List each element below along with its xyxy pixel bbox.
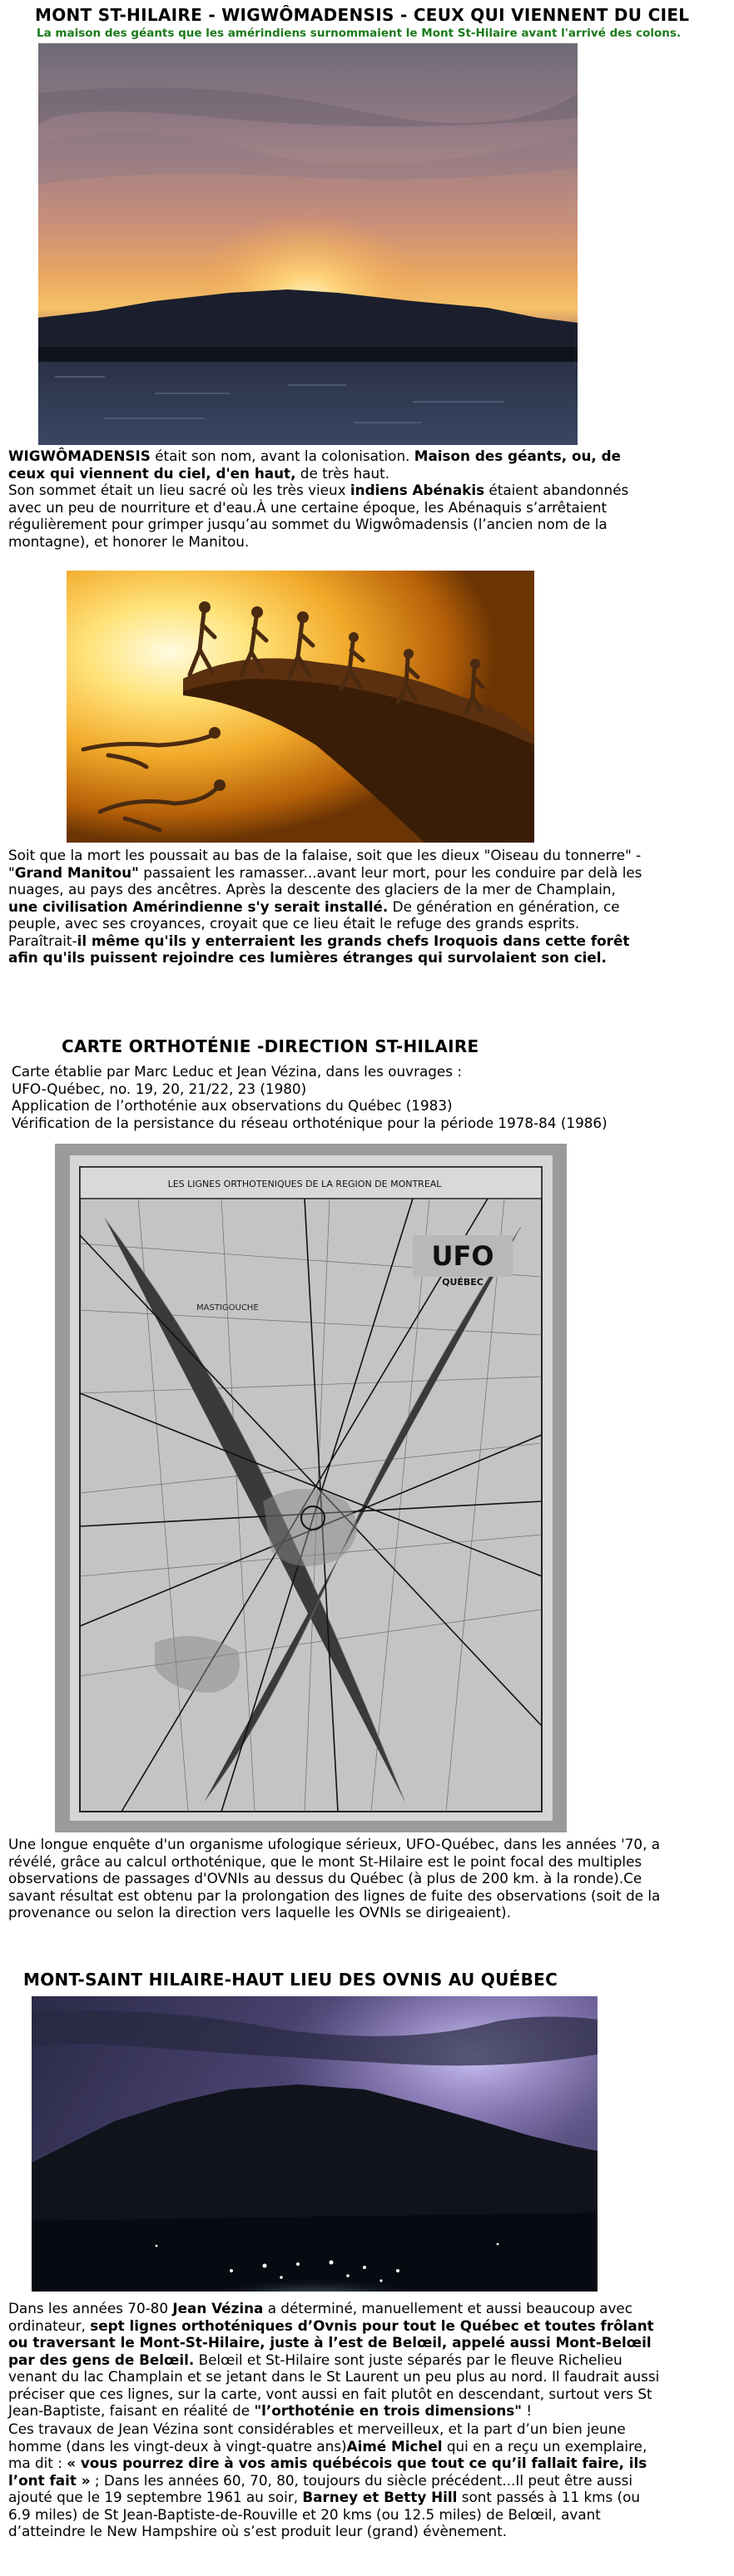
text-run: Soit que la mort les poussait au bas de la falaise, soit que les dieux "Oiseau du tonnerre" - " <box>8 847 642 881</box>
bold-text-run: Aimé Michel <box>346 2437 443 2455</box>
text-run: qui en a reçu un exemplaire, ma dit : <box>8 2437 647 2471</box>
source-line: UFO-Québec, no. 19, 20, 21/22, 23 (1980) <box>12 1080 307 1097</box>
cliff-spirits-illustration <box>67 571 534 843</box>
section1-paragraph-2 <box>8 482 642 550</box>
text-run: Son sommet était un lieu sacré où les très vieux <box>8 482 350 498</box>
bold-text-run: Grand Manitou" <box>14 863 139 881</box>
map-header: LES LIGNES ORTHOTENIQUES DE LA REGION DE MONTREAL <box>167 1179 442 1189</box>
bold-text-run: Jean Vézina <box>172 2300 264 2316</box>
bold-text-run: Barney et Betty Hill <box>302 2489 458 2505</box>
text-run: Belœil et St-Hilaire sont juste séparés par le fleuve Richelieu venant du lac Champlain et se jetant dans le St Laurent un peu plus au nord. Il faudrait aussi préciser que ces lignes, sur la carte, vont aussi en fait plutôt en descendant, surtout vers St Jean-Baptiste, faisant en réalité de <box>8 2351 660 2419</box>
source-line: Vérification de la persistance du réseau orthoténique pour la période 1978-84 (1986) <box>12 1114 608 1131</box>
text-run: passaient les ramasser...avant leur mort, pour les conduire par delà les nuages, au pays des ancêtres. Après la descente des glaciers de la mer de Champlain, <box>8 863 642 897</box>
text-run: étaient abandonnés avec un peu de nourriture et d'eau.À une certaine époque, les Abénaquis s’arrêtaient régulièrement pour grimper jusqu’au sommet du Wigwômadensis (l’ancien nom de la montagne), et honorer le Manitou. <box>8 482 629 550</box>
source-line: Application de l’orthoténie aux observations du Québec (1983) <box>12 1097 453 1114</box>
mountain-sunset-photo <box>38 43 578 445</box>
section1-paragraph-1 <box>8 447 642 482</box>
text-run: ! <box>522 2402 533 2419</box>
text-run: Dans les années 70-80 <box>8 2300 173 2316</box>
bold-text-run: "l’orthoténie en trois dimensions" <box>254 2402 523 2419</box>
source-line: Carte établie par Marc Leduc et Jean Vézina, dans les ouvrages : <box>12 1063 462 1080</box>
text-run: De génération en génération, ce peuple, avec ses croyances, croyait que ce lieu était le refuge des grands esprits. Paraîtrait- <box>8 897 620 949</box>
section1-subtitle: La maison des géants que les amérindiens surnommaient le Mont St-Hilaire avant l'arrivé des colons. <box>37 27 682 40</box>
text-run: de très haut. <box>295 464 390 482</box>
text-run: Une longue enquête d'un organisme ufologique sérieux, UFO-Québec, dans les années '70, a révélé, grâce au calcul orthoténique, que le mont St-Hilaire est le point focal des multiples observations de passages d'OVNIs au dessus du Québec (à plus de 200 km. à la ronde).Ce savant résultat est obtenu par la prolongation des lignes de fuite des observations (soit de la provenance ou selon la direction vers laquelle les OVNIs se dirigeaient). <box>8 1836 661 1921</box>
text-run: sont passés à 11 kms (ou 6.9 miles) de St Jean-Baptiste-de-Rouville et 20 kms (ou 12.5 miles) de Belœil, avant d’atteindre le New Hampshire où s’est produit leur (grand) évènement. <box>8 2489 641 2539</box>
map-town-label: MASTIGOUCHE <box>196 1303 259 1313</box>
bold-text-run: sept lignes orthoténiques d’Ovnis pour tout le Québec et toutes frôlant ou traversant le Mont-St-Hilaire, juste à l’est de Belœil, appelé aussi Mont-Belœil par des gens de Belœil. <box>8 2316 654 2368</box>
section3-paragraph-2 <box>8 2420 666 2540</box>
bold-text-run: il même qu'ils y enterraient les grands chefs Iroquois dans cette forêt afin qu'ils puissent rejoindre ces lumières étranges qui survolaient son ciel. <box>8 932 630 966</box>
map-sources-list <box>12 1063 608 1131</box>
map-logo-sub: QUÉBEC <box>442 1277 484 1288</box>
bold-text-run: indiens Abénakis <box>350 482 485 498</box>
text-run: était son nom, avant la colonisation. <box>150 447 414 464</box>
section2-title: CARTE ORTHOTÉNIE -DIRECTION ST-HILAIRE <box>62 1036 479 1056</box>
bold-text-run: une civilisation Amérindienne s'y serait installé. <box>8 897 389 915</box>
section1-title: MONT ST-HILAIRE - WIGWÔMADENSIS - CEUX QUI VIENNENT DU CIEL <box>35 5 690 25</box>
map-logo: UFO <box>431 1240 494 1272</box>
orthotenic-map-scan <box>55 1144 567 1832</box>
bold-text-run: « vous pourrez dire à vos amis québécois que tout ce qu’il fallait faire, ils l’ont fait » <box>8 2455 647 2489</box>
section2-paragraph-1 <box>8 1836 666 1921</box>
section3-title: MONT-SAINT HILAIRE-HAUT LIEU DES OVNIS AU QUÉBEC <box>23 1970 558 1990</box>
text-run: Ces travaux de Jean Vézina sont considérables et merveilleux, et la part d’un bien jeune homme (dans les vingt-deux à vingt-quatre ans) <box>8 2420 626 2455</box>
text-run: ; Dans les années 60, 70, 80, toujours du siècle précédent...Il peut être aussi ajouté que le 19 septembre 1961 au soir, <box>8 2471 633 2505</box>
section3-paragraph-1 <box>8 2300 666 2420</box>
mountain-night-photo <box>32 1996 598 2292</box>
bold-text-run: Maison des géants, ou, de ceux qui viennent du ciel, d'en haut, <box>8 447 622 482</box>
text-run: a déterminé, manuellement et aussi beaucoup avec ordinateur, <box>8 2300 632 2334</box>
section1-paragraph-3 <box>8 847 642 967</box>
bold-text-run: WIGWÔMADENSIS <box>8 447 151 464</box>
